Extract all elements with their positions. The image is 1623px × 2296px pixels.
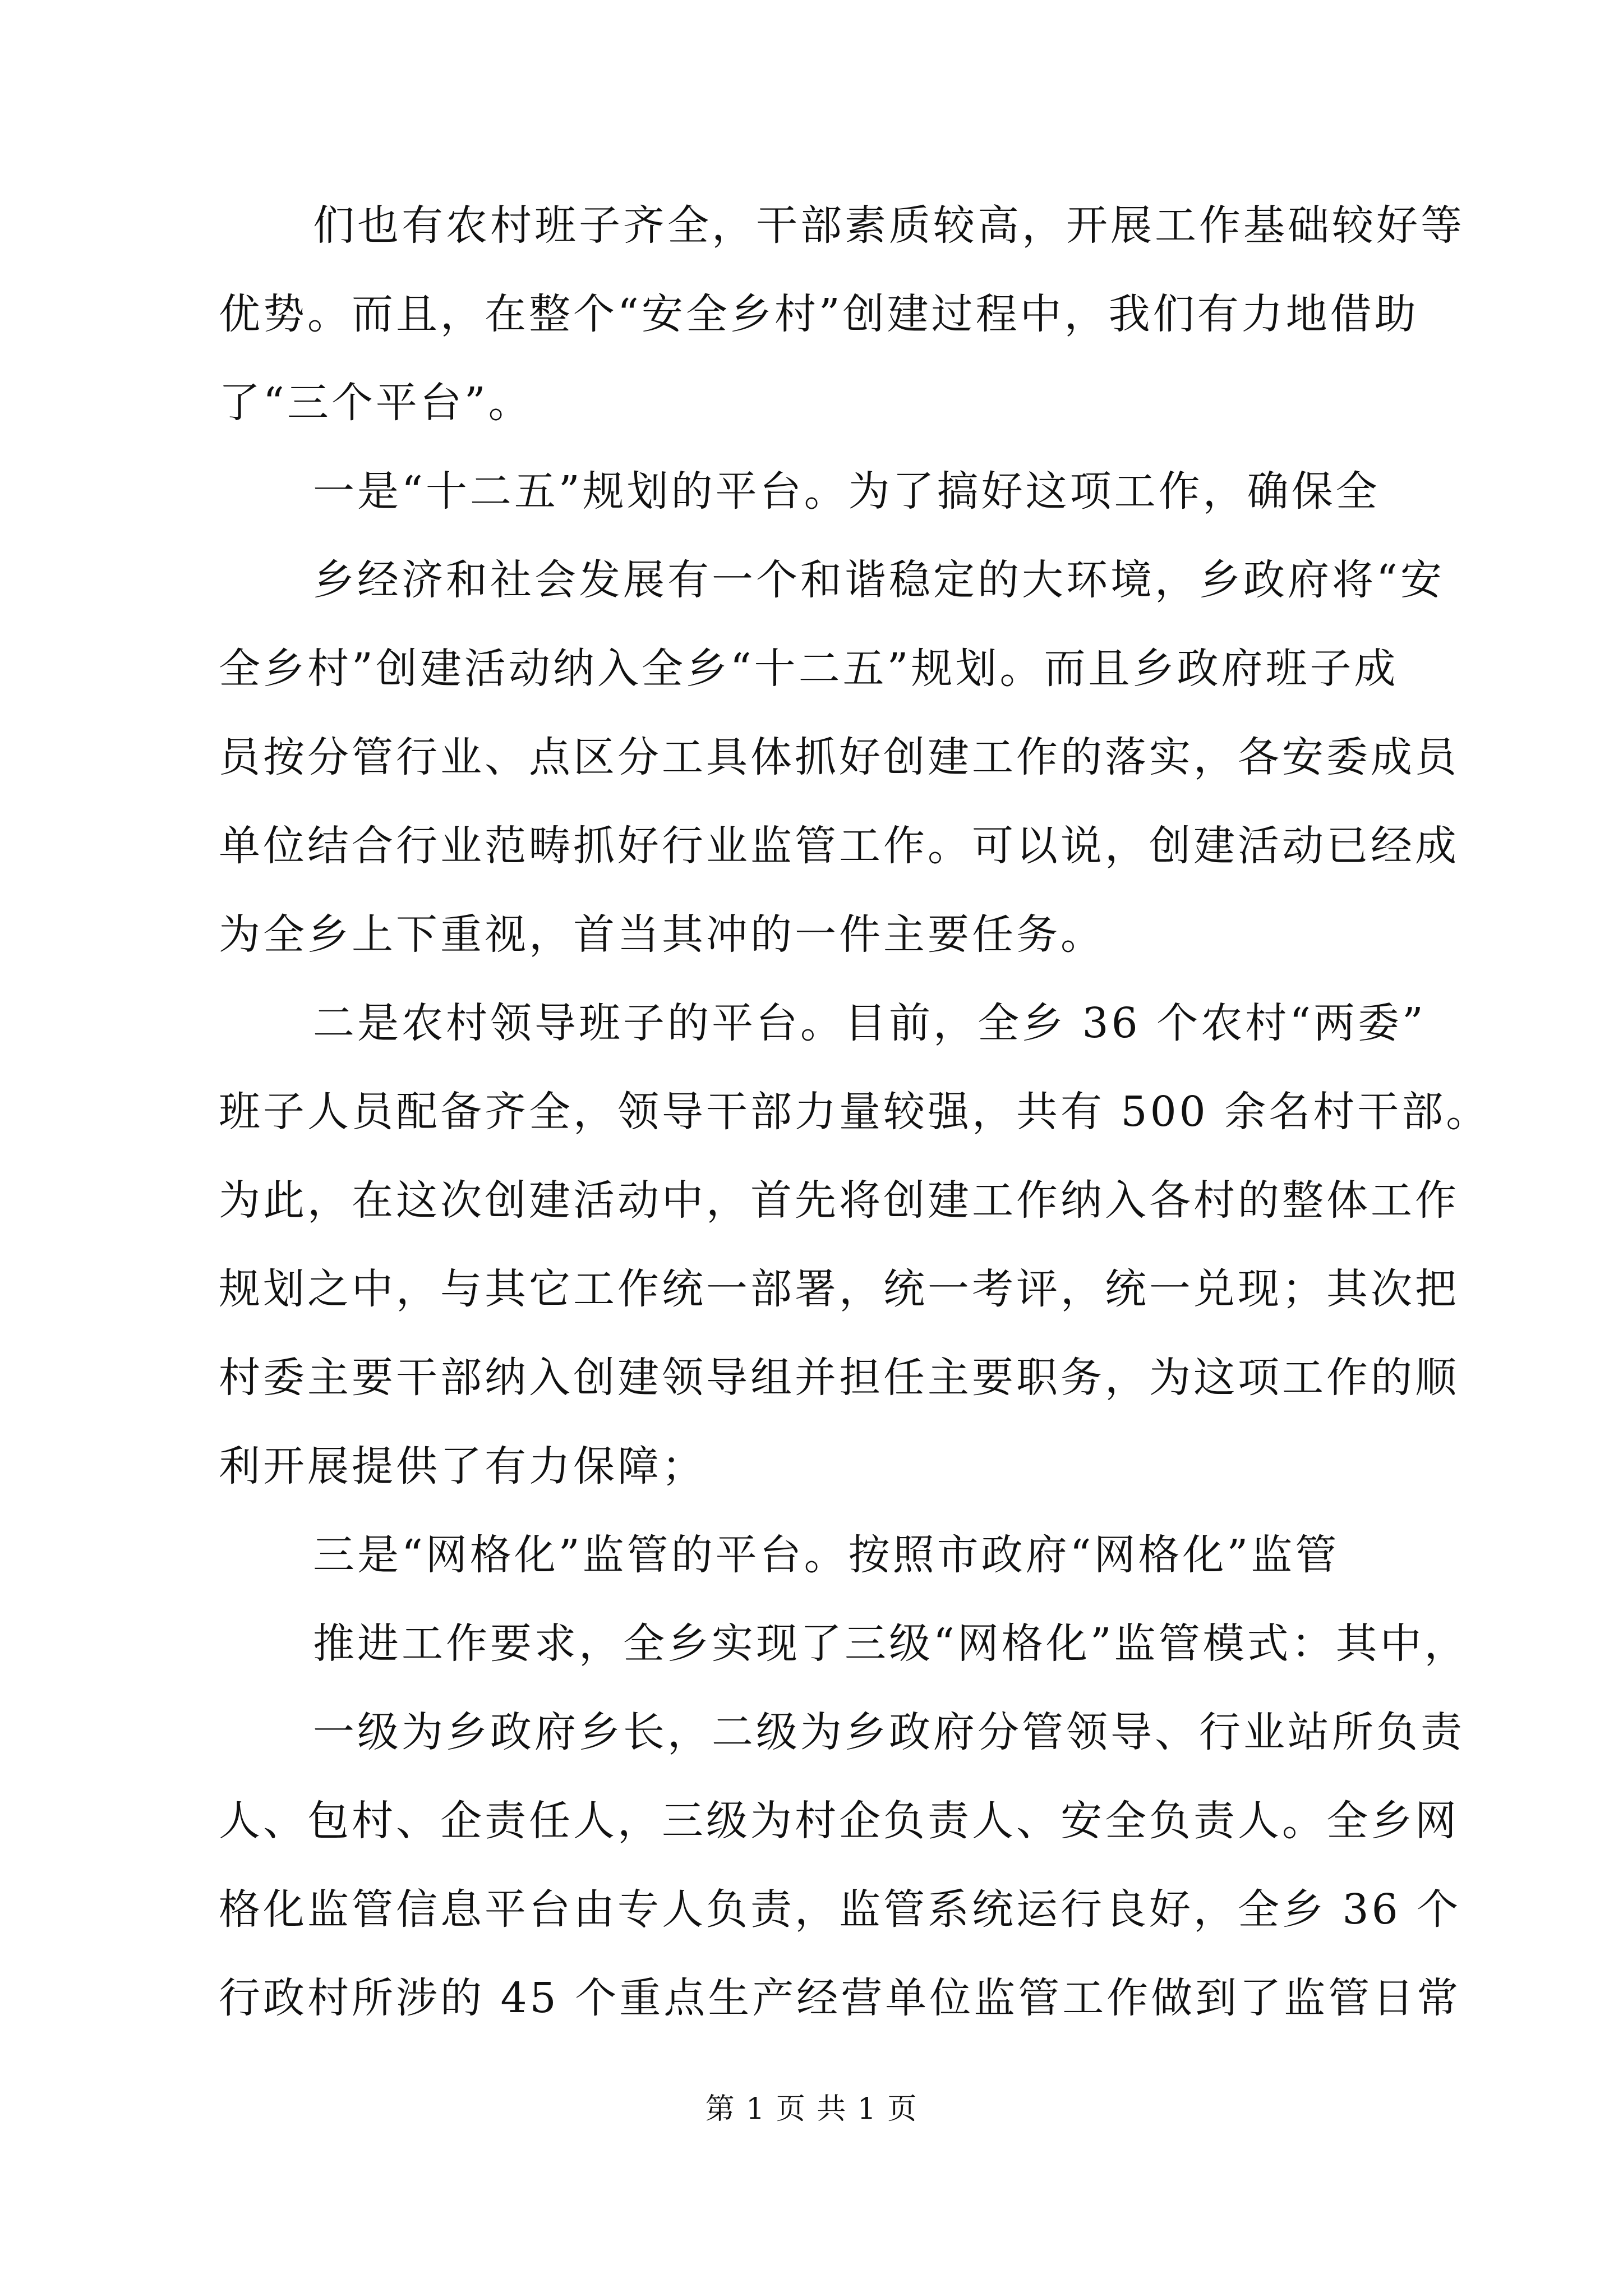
body-line-3: 了“三个平台”。 [219, 379, 533, 427]
page-number-footer: 第 1 页 共 1 页 [705, 2092, 918, 2126]
body-line-12: 为此，在这次创建活动中，首先将创建工作纳入各村的整体工作 [219, 1176, 1459, 1225]
body-line-20: 格化监管信息平台由专人负责，监管系统运行良好，全乡 36 个 [219, 1885, 1461, 1934]
body-line-17: 推进工作要求，全乡实现了三级“网格化”监管模式：其中， [313, 1619, 1469, 1668]
body-line-13: 规划之中，与其它工作统一部署，统一考评，统一兑现；其次把 [219, 1265, 1459, 1313]
body-line-8: 单位结合行业范畴抓好行业监管工作。可以说，创建活动已经成 [219, 822, 1459, 870]
body-line-4: 一是“十二五”规划的平台。为了搞好这项工作，确保全 [313, 467, 1380, 516]
body-line-2: 优势。而且，在整个“安全乡村”创建过程中，我们有力地借助 [219, 290, 1419, 338]
body-line-9: 为全乡上下重视，首当其冲的一件主要任务。 [219, 910, 1105, 959]
body-line-6: 全乡村”创建活动纳入全乡“十二五”规划。而且乡政府班子成 [219, 645, 1399, 693]
body-line-10: 二是农村领导班子的平台。目前，全乡 36 个农村“两委” [313, 999, 1426, 1047]
body-line-18: 一级为乡政府乡长，二级为乡政府分管领导、行业站所负责 [313, 1708, 1465, 1756]
body-line-5: 乡经济和社会发展有一个和谐稳定的大环境，乡政府将“安 [313, 556, 1445, 604]
body-line-14: 村委主要干部纳入创建领导组并担任主要职务，为这项工作的顺 [219, 1354, 1459, 1402]
body-line-16: 三是“网格化”监管的平台。按照市政府“网格化”监管 [313, 1531, 1340, 1579]
body-line-11: 班子人员配备齐全，领导干部力量较强，共有 500 余名村干部。 [219, 1088, 1491, 1136]
body-line-19: 人、包村、企责任人，三级为村企负责人、安全负责人。全乡网 [219, 1797, 1459, 1845]
body-line-21: 行政村所涉的 45 个重点生产经营单位监管工作做到了监管日常 [219, 1974, 1461, 2022]
body-line-1: 们也有农村班子齐全，干部素质较高，开展工作基础较好等 [313, 201, 1465, 250]
body-line-7: 员按分管行业、点区分工具体抓好创建工作的落实，各安委成员 [219, 733, 1459, 781]
body-line-15: 利开展提供了有力保障； [219, 1442, 706, 1490]
